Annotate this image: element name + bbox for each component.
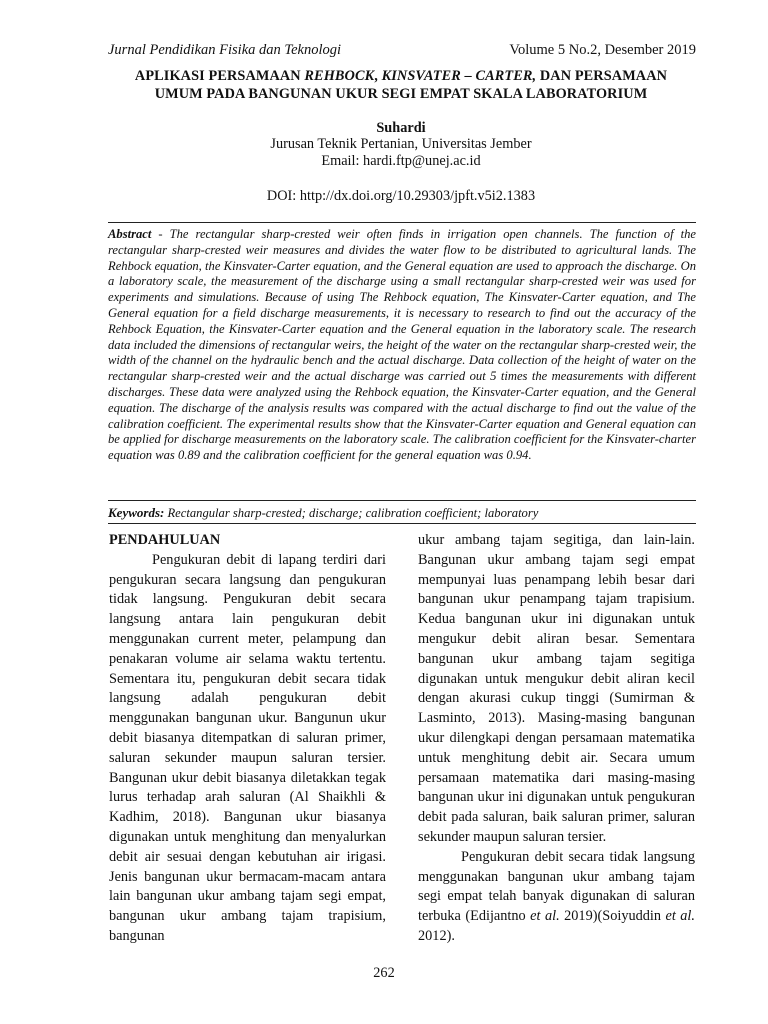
paragraph: Pengukuran debit di lapang terdiri dari pengukuran secara langsung dan pengukuran tidak langsung. Pengukuran debit secara langsung antara lain pengukuran debit menggunakan current meter, pelampung dan penakaran volume air selama waktu tertentu. Sementara itu, pengukuran debit secara tidak langsung adalah pengukuran debit menggunakan bangunan ukur. Bangunun ukur debit biasanya ditempatkan di saluran primer, saluran sekunder maupun saluran tersier. Bangunan ukur debit biasanya diletakkan tegak lurus terhadap arah saluran (Al Shaikhli & Kadhim, 2018). Bangunan ukur biasanya digunakan untuk menghitung dan menyalurkan debit air sesuai dengan kebutuhan air irigasi. Jenis bangunan ukur bermacam-macam antara lain bangunan ukur ambang tajam segi empat, bangunan ukur ambang tajam trapisium, bangunan [109,551,386,944]
volume-info: Volume 5 No.2, Desember 2019 [509,42,696,58]
paragraph: Pengukuran debit secara tidak langsung menggunakan bangunan ukur ambang tajam segi empat telah banyak digunakan di saluran terbuka (Edijantno et al. 2019)(Soiyuddin et al. 2012). [418,848,695,944]
keywords-text: Rectangular sharp-crested; discharge; calibration coefficient; laboratory [164,506,539,520]
paragraph: ukur ambang tajam segitiga, dan lain-lain. Bangunan ukur ambang tajam segi empat mempunyai luas penampang lebih besar dari bangunan ukur penampang tajam trapisium. Kedua bangunan ukur ini digunakan untuk mengukur debit aliran besar. Sementara bangunan ukur ambang tajam segitiga digunakan untuk mengukur debit aliran kecil dengan akurasi cukup tinggi (Sumirman & Lasminto, 2013). Masing-masing bangunan ukur dilengkapi dengan persamaan matematika untuk menghitung debit air. Secara umum persamaan matematika dari masing-masing bangunan ukur ini digunakan untuk pengukuran debit pada saluran, baik saluran primer, saluran sekunder maupun saluran tersier. [418,532,695,845]
paper-title [100,68,702,103]
page-number: 262 [373,965,395,981]
abstract-text: - The rectangular sharp-crested weir often finds in irrigation open channels. The function of the rectangular sharp-crested weir measures and divides the water flow to be distributed to agricultural lands. The Rehbock equation, the Kinsvater-Carter equation, and the General equation are used to approach the discharge. On a laboratory scale, the measurement of the discharge using a small rectangular sharp-crested weir was used for experiments and simulations. Because of using The Rehbock equation, The Kinsvater-Carter equation, and The General equation for a field discharge measurements, it is necessary to research to find out the accuracy of the Rehbock Equation, the Kinsvater-Carter equation and the General equation in the laboratory scale. The research data included the dimensions of rectangular weirs, the height of the water on the rectangular sharp-crested weir, the width of the channel on the hydraulic bench and the actual discharge. Data collection of the height of water on the rectangular sharp-crested weir and the actual discharge was carried out 5 times the measurements with different discharges. These data were analyzed using the Rehbock equation, the Kinsvater-Carter equation, and the General equation. The discharge of the analysis results was compared with the actual discharge to find out the value of the calibration coefficient. The experimental results show that the Kinsvater-Carter equation and General equation can be applied for discharge measurements on the laboratory scale. The calibration coefficient for the Kinsvater-charter equation was 0.89 and the calibration coefficient for the general equation was 0.94. [108,227,696,463]
section-heading: PENDAHULUAN [109,532,221,548]
journal-name: Jurnal Pendidikan Fisika dan Teknologi [108,42,342,58]
keywords-bottom-rule [108,523,696,524]
keywords [108,505,696,521]
author-email: Email: hardi.ftp@unej.ac.id [321,153,481,169]
author-affiliation: Jurusan Teknik Pertanian, Universitas Jember [270,136,532,152]
abstract-bottom-rule [108,500,696,501]
title-line-1: APLIKASI PERSAMAAN REHBOCK, KINSVATER – CARTER, DAN PERSAMAAN [134,68,668,84]
body-column-right [418,531,695,947]
body-column-left [109,531,386,947]
abstract-label: Abstract [108,227,152,241]
title-line-2: UMUM PADA BANGUNAN UKUR SEGI EMPAT SKALA LABORATORIUM [154,85,648,102]
keywords-label: Keywords: [108,505,165,520]
doi-link: DOI: http://dx.doi.org/10.29303/jpft.v5i2.1383 [266,188,536,204]
abstract-top-rule [108,222,696,223]
abstract [108,227,696,464]
author-name: Suhardi [376,120,426,136]
